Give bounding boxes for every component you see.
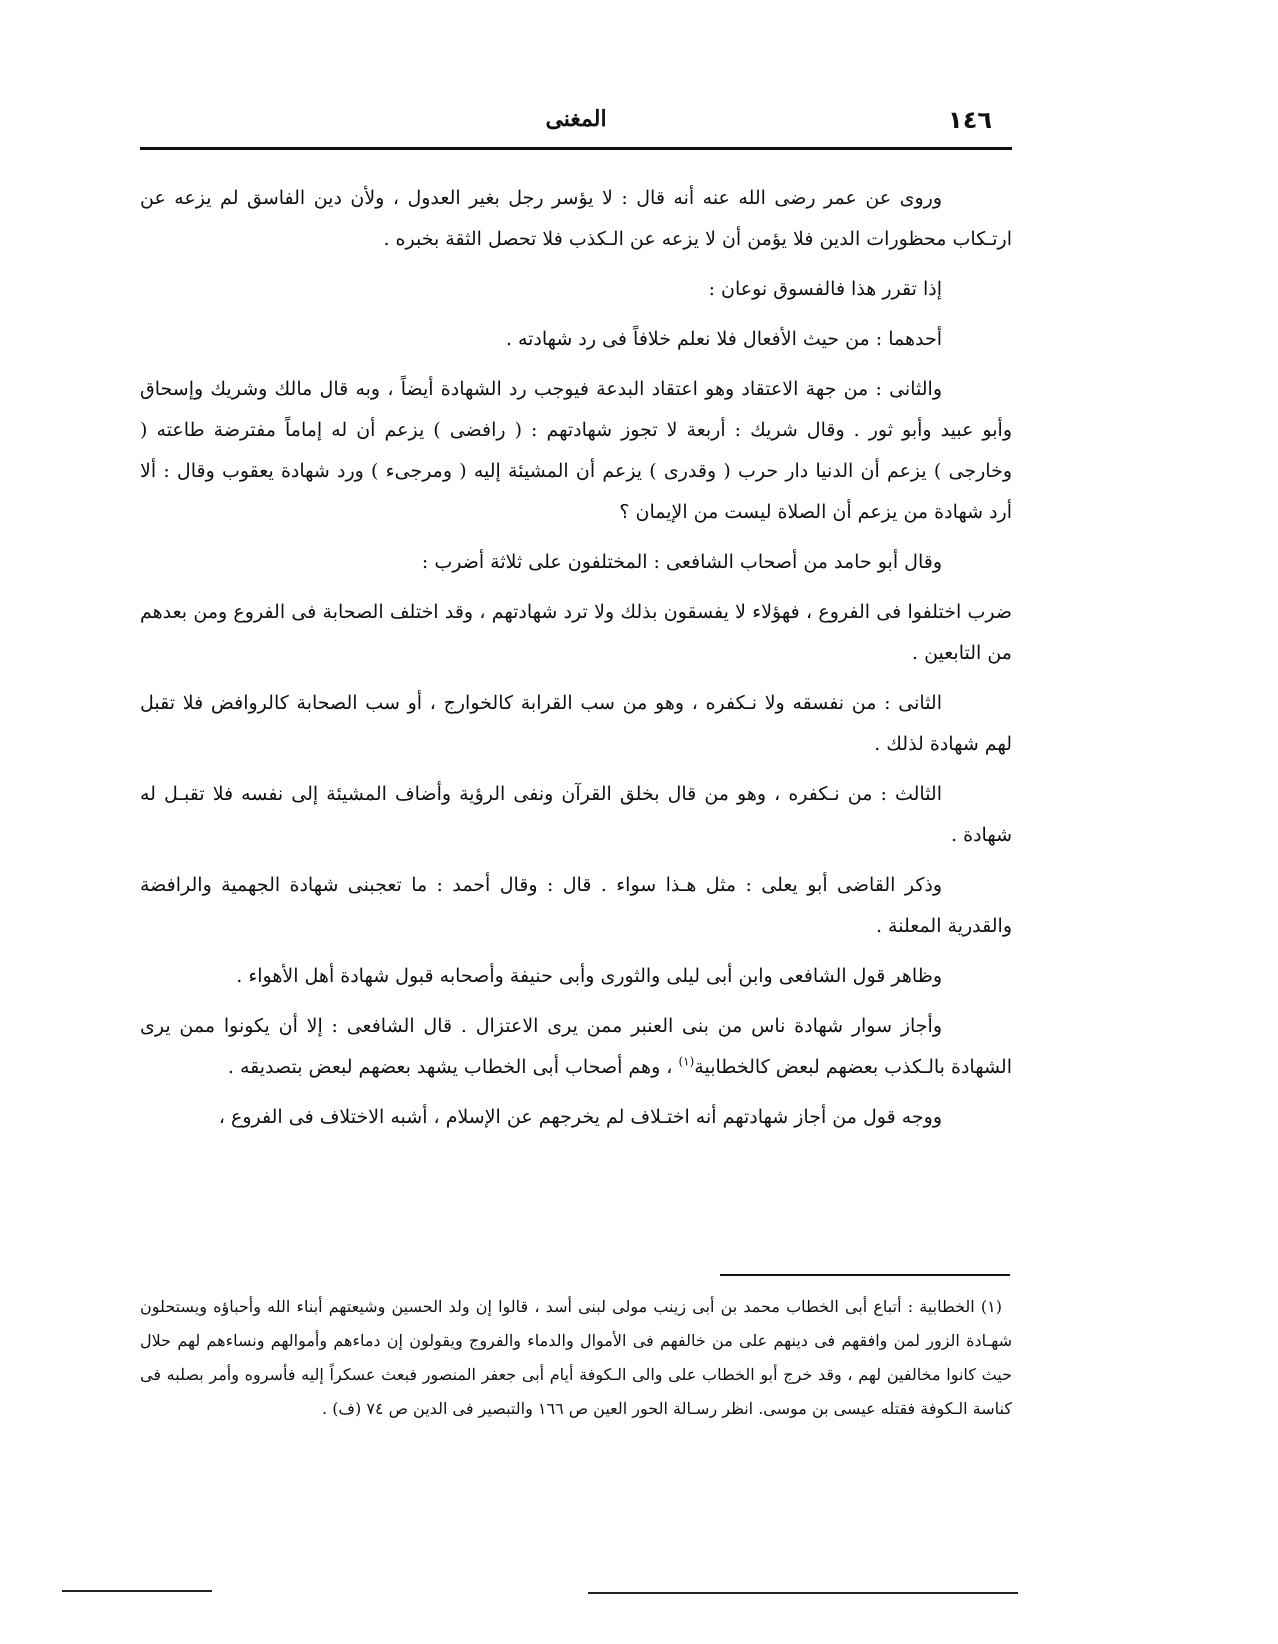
paragraph: أحدهما : من حيث الأفعال فلا نعلم خلافاً فى رد شهادته . [505,328,942,350]
paragraph: ضرب اختلفوا فى الفروع ، فهؤلاء لا يفسقون بذلك ولا ترد شهادتهم ، وقد اختلف الصحابة فى الفروع ومن بعدهم من التابعين . [140,601,1012,664]
footnote-rule [720,1274,1010,1276]
running-title: المغنى [545,106,607,132]
paragraph: والثانى : من جهة الاعتقاد وهو اعتقاد البدعة فيوجب رد الشهادة أيضاً ، وبه قال مالك وشريك وإسحاق وأبو عبيد وأبو ثور . وقال شريك : أربعة لا تجوز شهادتهم : ( رافضى ) يزعم أن له إماماً مفترضة طاعته ( وخارجى ) يزعم أن الدنيا دار حرب ( وقدرى ) يزعم أن المشيئة إليه ( ومرجىء ) ورد شهادة يعقوب وقال : ألا أرد شهادة من يزعم أن الصلاة ليست من الإيمان ؟ [140,378,1012,523]
main-text [140,178,1012,1147]
paragraph: وظاهر قول الشافعى وابن أبى ليلى والثورى وأبى حنيفة وأصحابه قبول شهادة أهل الأهواء . [236,965,942,987]
paragraph-with-footnote [140,1006,1012,1088]
bottom-rule-right [588,1592,1018,1594]
paragraph-text-tail: ، وهم أصحاب أبى الخطاب يشهد بعضهم لبعض بتصديقه . [227,1056,673,1078]
paragraph: ووجه قول من أجاز شهادتهم أنه اختـلاف لم يخرجهم عن الإسلام ، أشبه الاختلاف فى الفروع ، [218,1106,942,1128]
paragraph-text: وأجاز سوار شهادة ناس من بنى العنبر ممن يرى الاعتزال . قال الشافعى : إلا أن يكونوا ممن يرى الشهادة بالـكذب بعضهم لبعض كالخطابية [140,1015,1012,1078]
paragraph: وروى عن عمر رضى الله عنه أنه قال : لا يؤسر رجل بغير العدول ، ولأن دين الفاسق لم يزعه عن ارتـكاب محظورات الدين فلا يؤمن أن لا يزعه عن الـكذب فلا تحصل الثقة بخبره . [140,187,1012,250]
page-number: ١٤٦ [948,106,992,134]
bottom-rule-left [62,1590,212,1592]
page-header [140,102,1012,142]
paragraph: الثانى : من نفسقه ولا نـكفره ، وهو من سب القرابة كالخوارج ، أو سب الصحابة كالروافض فلا تقبل لهم شهادة لذلك . [140,692,1012,755]
footnote-reference: (١) [678,1054,695,1069]
header-rule [140,147,1012,150]
paragraph: وقال أبو حامد من أصحاب الشافعى : المختلفون على ثلاثة أضرب : [421,551,942,573]
footnote [140,1290,1012,1426]
paragraph: وذكر القاضى أبو يعلى : مثل هـذا سواء . قال : وقال أحمد : ما تعجبنى شهادة الجهمية والرافضة والقدرية المعلنة . [140,874,1012,937]
paragraph: الثالث : من نـكفره ، وهو من قال بخلق القرآن ونفى الرؤية وأضاف المشيئة إلى نفسه فلا تقبـل له شهادة . [140,783,1012,846]
paragraph: إذا تقرر هذا فالفسوق نوعان : [708,278,942,300]
footnote-text: (١) الخطابية : أتباع أبى الخطاب محمد بن أبى زينب مولى لبنى أسد ، قالوا إن ولد الحسين وشيعتهم أبناء الله وأحباؤه ويستحلون شهـادة الزور لمن وافقهم فى دينهم على من خالفهم فى الأموال والدماء والفروج ويقولون إن دماءهم وأموالهم ونساءهم لهم حلال حيث كانوا مخالفين لهم ، وقد خرج أبو الخطاب على والى الـكوفة أيام أبى جعفر المنصور فبعث عسكراً إليه فأسروه وأمر بصلبه فى كناسة الـكوفة فقتله عيسى بن موسى. انظر رسـالة الحور العين ص ١٦٦ والتبصير فى الدين ص ٧٤ (ف) . [140,1297,1012,1418]
